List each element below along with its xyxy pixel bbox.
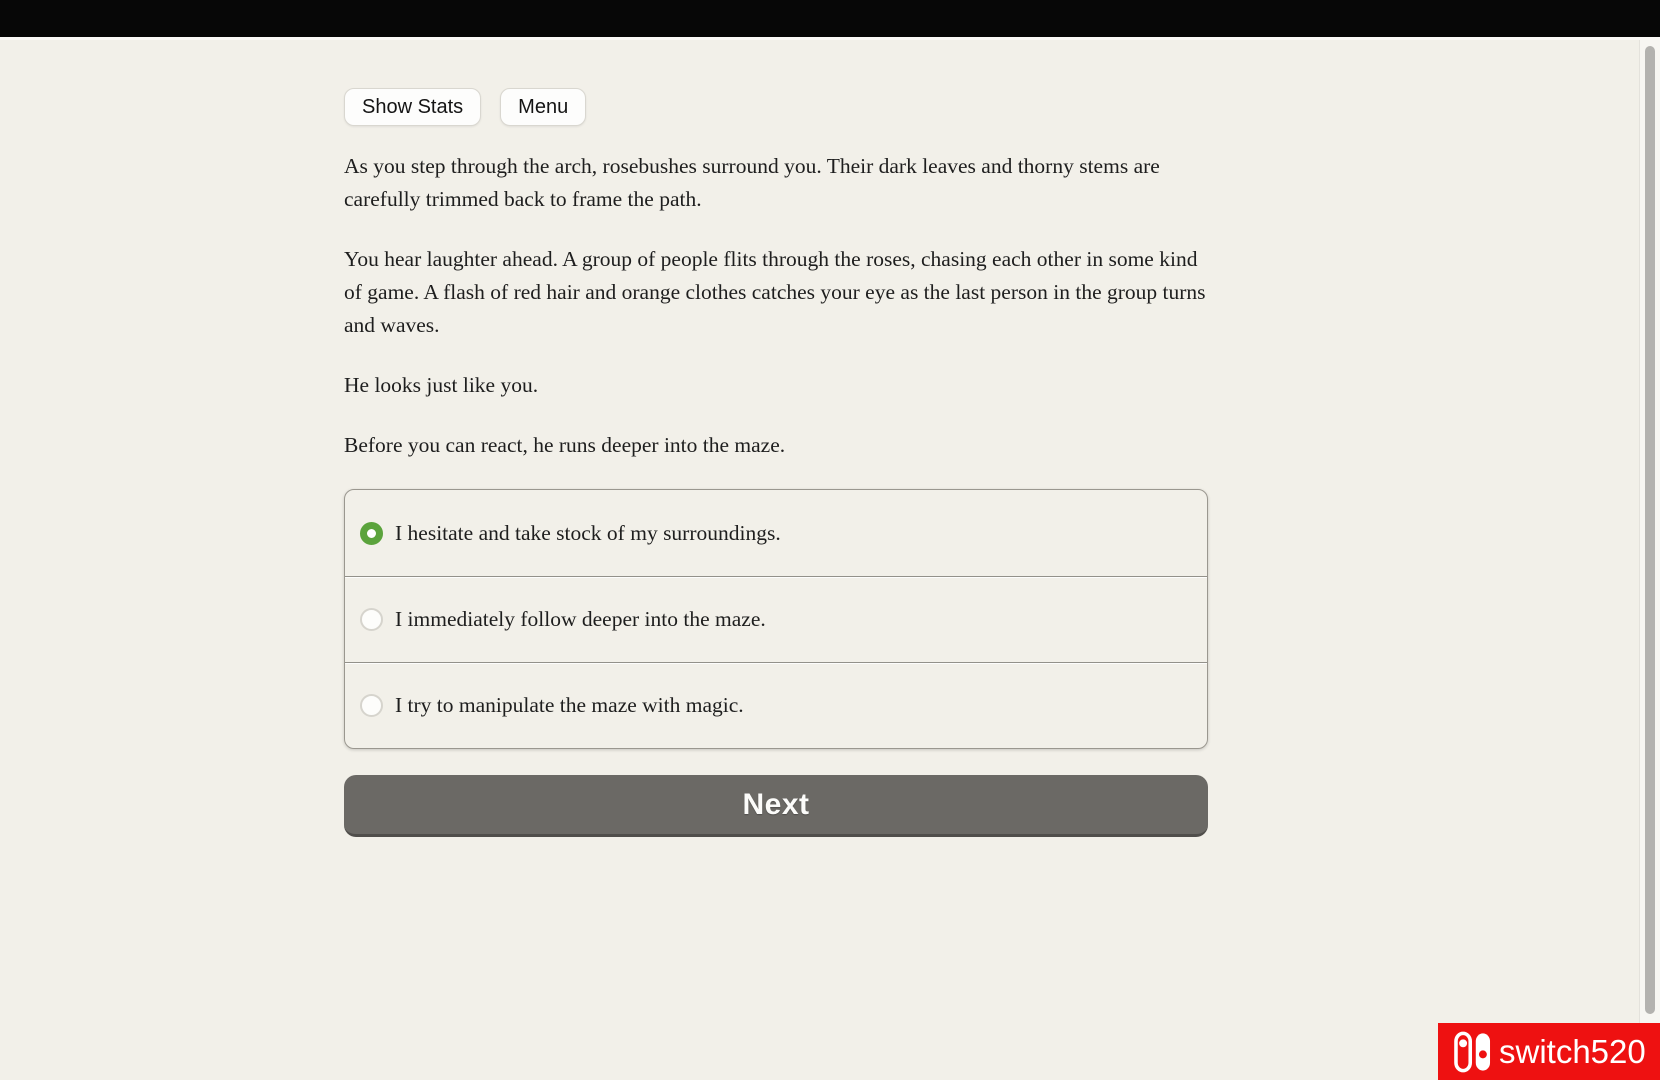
nintendo-switch-logo-icon [1454,1031,1492,1073]
story-paragraph: As you step through the arch, rosebushes surround you. Their dark leaves and thorny stems are carefully trimmed back to frame the path. [344,154,1160,211]
choice-option-1[interactable] [345,490,1207,576]
radio-icon[interactable] [360,694,383,717]
story-text [344,150,1208,462]
choice-list [344,489,1208,749]
radio-icon-selected[interactable] [360,522,383,545]
game-content [344,88,1208,837]
show-stats-button[interactable]: Show Stats [344,88,481,126]
scrollbar-thumb[interactable] [1645,46,1655,1014]
radio-icon[interactable] [360,608,383,631]
choice-option-2[interactable] [345,576,1207,662]
watermark-text: switch520 [1499,1032,1646,1070]
toolbar [344,88,1208,126]
choice-option-3[interactable] [345,662,1207,748]
watermark [1438,1023,1660,1080]
next-button[interactable]: Next [344,775,1208,837]
choice-label: I try to manipulate the maze with magic. [395,693,744,717]
story-paragraph: He looks just like you. [344,373,539,397]
choice-label: I immediately follow deeper into the maze. [395,607,766,631]
menu-button[interactable]: Menu [500,88,586,126]
top-bar [0,0,1660,40]
story-paragraph: Before you can react, he runs deeper into the maze. [344,433,786,457]
story-paragraph: You hear laughter ahead. A group of people flits through the roses, chasing each other in some kind of game. A flash of red hair and orange clothes catches your eye as the last person in the group turns and waves. [344,247,1206,337]
choice-label: I hesitate and take stock of my surroundings. [395,520,781,545]
